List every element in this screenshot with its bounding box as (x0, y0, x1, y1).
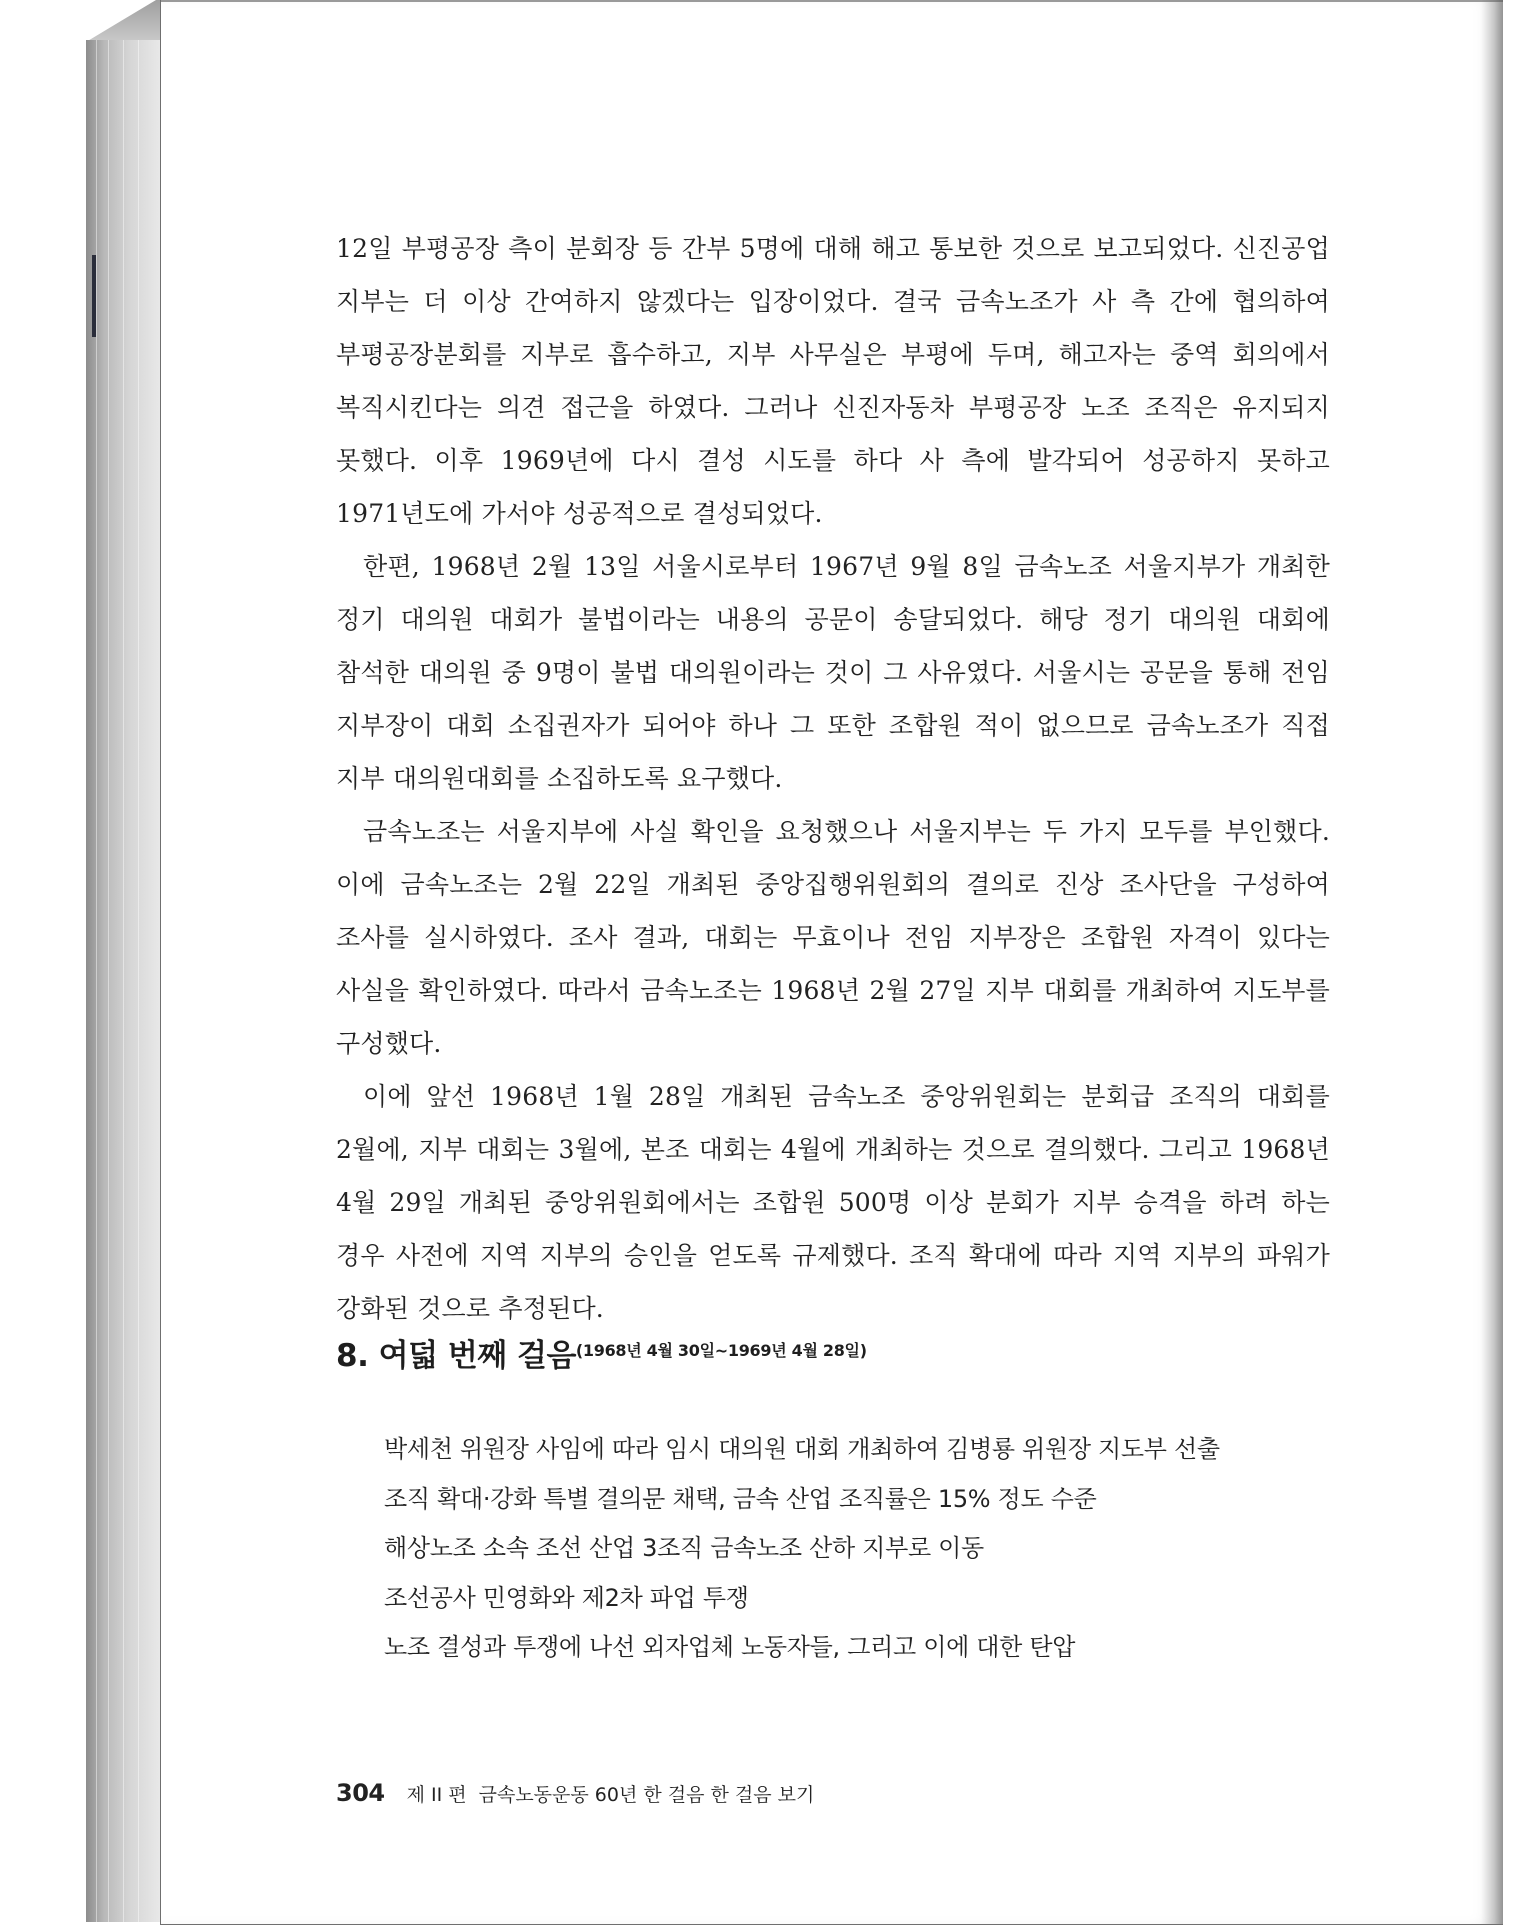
book-page-edges (86, 40, 160, 1922)
page-gutter-shadow (1481, 0, 1503, 1924)
page-top-border (161, 0, 1503, 2)
paragraph-3: 금속노조는 서울지부에 사실 확인을 요청했으나 서울지부는 두 가지 모두를 부인했다. 이에 금속노조는 2월 22일 개최된 중앙집행위원회의 결의로 진상 조사단을 구성하여 조사를 실시하였다. 조사 결과, 대회는 무효이나 전임 지부장은 조합원 자격이 있다는 사실을 확인하였다. 따라서 금속노조는 1968년 2월 27일 지부 대회를 개최하여 지도부를 구성했다. (336, 817, 1330, 1058)
bookmark-ribbon (92, 255, 96, 337)
summary-item: 조선공사 민영화와 제2차 파업 투쟁 (384, 1583, 749, 1612)
page-number: 304 (336, 1779, 385, 1807)
section-period: (1968년 4월 30일~1969년 4월 28일) (575, 1341, 867, 1360)
paragraph-1: 12일 부평공장 측이 분회장 등 간부 5명에 대해 해고 통보한 것으로 보고되었다. 신진공업 지부는 더 이상 간여하지 않겠다는 입장이었다. 결국 금속노조가 사 측 간에 협의하여 부평공장분회를 지부로 흡수하고, 지부 사무실은 부평에 두며, 해고자는 중역 회의에서 복직시킨다는 의견 접근을 하였다. 그러나 신진자동차 부평공장 노조 조직은 유지되지 못했다. 이후 1969년에 다시 결성 시도를 하다 사 측에 발각되어 성공하지 못하고 1971년도에 가서야 성공적으로 결성되었다. (336, 234, 1330, 528)
page-footer (336, 1778, 814, 1811)
summary-item: 박세천 위원장 사임에 따라 임시 대의원 대회 개최하여 김병룡 위원장 지도부 선출 (384, 1435, 1220, 1463)
section-heading (336, 1330, 867, 1375)
summary-item: 노조 결성과 투쟁에 나선 외자업체 노동자들, 그리고 이에 대한 탄압 (384, 1633, 1076, 1661)
book-top-edge (86, 0, 160, 42)
section-title: 8. 여덟 번째 걸음 (336, 1338, 576, 1374)
summary-list (384, 1425, 1220, 1673)
part-label: 제 II 편 (406, 1784, 467, 1806)
running-title: 금속노동운동 60년 한 걸음 한 걸음 보기 (478, 1784, 815, 1806)
body-text (336, 222, 1330, 1335)
summary-item: 해상노조 소속 조선 산업 3조직 금속노조 산하 지부로 이동 (384, 1534, 984, 1562)
summary-item: 조직 확대·강화 특별 결의문 채택, 금속 산업 조직률은 15% 정도 수준 (384, 1484, 1097, 1513)
paragraph-2: 한편, 1968년 2월 13일 서울시로부터 1967년 9월 8일 금속노조 서울지부가 개최한 정기 대의원 대회가 불법이라는 내용의 공문이 송달되었다. 해당 정기 대의원 대회에 참석한 대의원 중 9명이 불법 대의원이라는 것이 그 사유였다. 서울시는 공문을 통해 전임 지부장이 대회 소집권자가 되어야 하나 그 또한 조합원 적이 없으므로 금속노조가 직접 지부 대의원대회를 소집하도록 요구했다. (336, 552, 1330, 793)
paragraph-4: 이에 앞선 1968년 1월 28일 개최된 금속노조 중앙위원회는 분회급 조직의 대회를 2월에, 지부 대회는 3월에, 본조 대회는 4월에 개최하는 것으로 결의했다. 그리고 1968년 4월 29일 개최된 중앙위원회에서는 조합원 500명 이상 분회가 지부 승격을 하려 하는 경우 사전에 지역 지부의 승인을 얻도록 규제했다. 조직 확대에 따라 지역 지부의 파워가 강화된 것으로 추정된다. (336, 1082, 1330, 1323)
